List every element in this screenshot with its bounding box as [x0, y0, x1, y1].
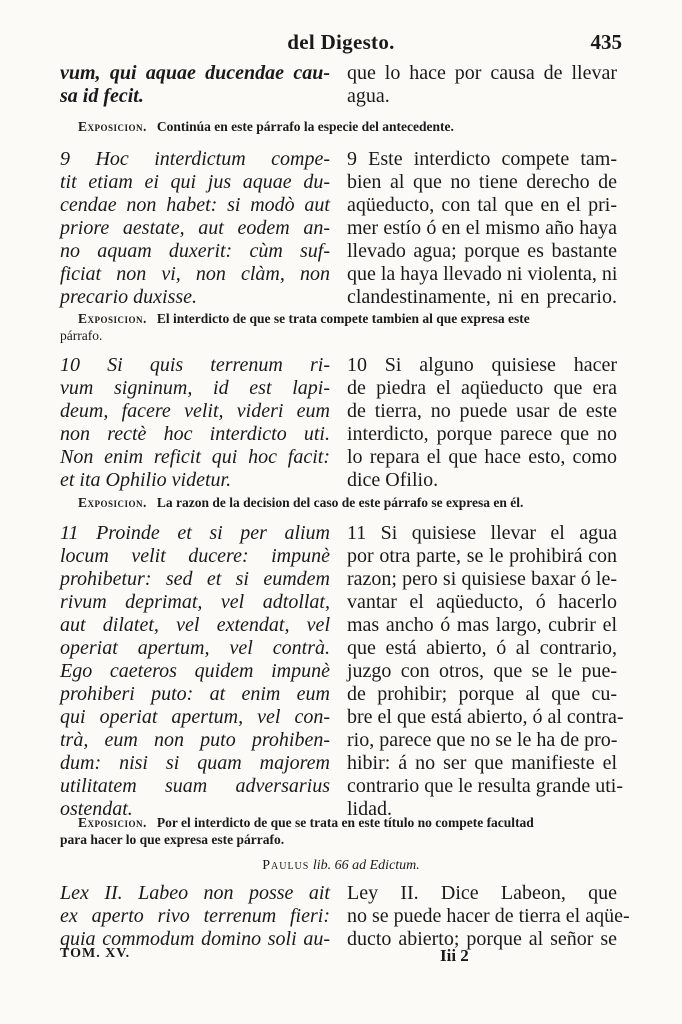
- latin-column: [60, 882, 330, 951]
- inscription: [60, 858, 622, 874]
- exposicion-note: [60, 814, 622, 848]
- exposicion-note: [60, 118, 622, 135]
- spanish-line: llevado agua; porque es bastante: [347, 240, 617, 262]
- latin-column: [60, 62, 330, 108]
- spanish-line: de piedra el aqüeducto que era: [347, 377, 617, 399]
- latin-line: dum: nisi si quam majorem: [60, 752, 330, 774]
- latin-line: deum, facere velit, videri eum: [60, 400, 330, 422]
- spanish-line: bien al que no tiene derecho de: [347, 171, 617, 193]
- latin-line: tit etiam ei qui jus aquae du-: [60, 171, 330, 193]
- latin-column: [60, 148, 330, 309]
- latin-line: operiat apertum, vel contrà.: [60, 637, 330, 659]
- spanish-column: [347, 62, 617, 108]
- latin-line: Lex II. Labeo non posse ait: [60, 882, 330, 904]
- latin-column: [60, 354, 330, 492]
- spanish-line: contrario que le resulta grande uti-: [347, 775, 623, 797]
- spanish-line: vantar el aqüeducto, ó hacerlo: [347, 591, 617, 613]
- spanish-line: 11 Si quisiese llevar el agua: [347, 522, 617, 544]
- latin-line: aut dilatet, vel extendat, vel: [60, 614, 330, 636]
- latin-line: rivum deprimat, vel adtollat,: [60, 591, 330, 613]
- spanish-column: [347, 148, 617, 309]
- spanish-line: mas ancho ó mas largo, cubrir el: [347, 614, 617, 636]
- inscription-source: lib. 66 ad Edictum.: [312, 858, 420, 873]
- latin-line: qui operiat apertum, vel con-: [60, 706, 330, 728]
- volume-mark: TOM. XV.: [60, 946, 131, 961]
- spanish-column: [347, 522, 624, 821]
- page-number: 435: [590, 30, 622, 54]
- exposicion-label: Exposicion.: [78, 119, 147, 134]
- page-footer: [60, 946, 622, 970]
- running-header: [60, 30, 622, 60]
- exposicion-text: La razon de la decision del caso de este párrafo se expresa en él.: [156, 495, 524, 510]
- spanish-line: agua.: [347, 85, 390, 107]
- spanish-line: clandestinamente, ni en precario.: [347, 286, 617, 308]
- spanish-line: juzgo con otros, que se le pue-: [347, 660, 617, 682]
- latin-line: vum, qui aquae ducendae cau-: [60, 62, 330, 84]
- spanish-line: aqüeducto, con tal que en el pri-: [347, 194, 617, 216]
- latin-line: cendae non habet: si modò aut: [60, 194, 330, 216]
- latin-line: prohibetur: sed et si eumdem: [60, 568, 330, 590]
- exposicion-text: El interdicto de que se trata compete tambien al que expresa este: [156, 311, 530, 326]
- spanish-line: razon; pero si quisiese baxar ó le-: [347, 568, 617, 590]
- exposicion-note: [60, 494, 622, 511]
- signature-mark: Iii 2: [440, 946, 469, 965]
- latin-line: Non enim reficit qui hoc facit:: [60, 446, 330, 468]
- spanish-line: bre el que está abierto, ó al contra-: [347, 706, 624, 728]
- spanish-line: lidad.: [347, 798, 392, 820]
- latin-line: et ita Ophilio videtur.: [60, 469, 232, 491]
- latin-line: Ego caeteros quidem impunè: [60, 660, 330, 682]
- spanish-line: ducto abierto; porque al señor se: [347, 928, 617, 950]
- running-title: del Digesto.: [287, 30, 395, 54]
- latin-line: 9 Hoc interdictum compe-: [60, 148, 330, 170]
- latin-line: 10 Si quis terrenum ri-: [60, 354, 330, 376]
- spanish-column: [347, 354, 617, 492]
- spanish-line: lo repara el que hace esto, como: [347, 446, 617, 468]
- exposicion-text: párrafo.: [60, 328, 103, 343]
- spanish-line: que lo hace por causa de llevar: [347, 62, 617, 84]
- latin-line: trà, eum non puto prohiben-: [60, 729, 330, 751]
- exposicion-note: [60, 310, 622, 344]
- spanish-line: dice Ofilio.: [347, 469, 439, 491]
- latin-line: priore aestate, aut eodem an-: [60, 217, 330, 239]
- spanish-line: por otra parte, se le prohibirá con: [347, 545, 617, 567]
- latin-line: prohiberi puto: at enim eum: [60, 683, 330, 705]
- exposicion-text: para hacer lo que expresa este párrafo.: [60, 832, 285, 847]
- spanish-line: que la haya llevado ni violenta, ni: [347, 263, 618, 285]
- latin-line: ostendat.: [60, 798, 133, 820]
- spanish-line: no se puede hacer de tierra el aqüe-: [347, 905, 630, 927]
- exposicion-label: Exposicion.: [78, 495, 147, 510]
- spanish-line: de tierra, no puede usar de este: [347, 400, 617, 422]
- latin-line: precario duxisse.: [60, 286, 198, 308]
- latin-line: sa id fecit.: [60, 85, 144, 107]
- latin-line: quia commodum domino soli au-: [60, 928, 330, 950]
- latin-column: [60, 522, 330, 821]
- spanish-line: rio, parece que no se le ha de pro-: [347, 729, 618, 751]
- exposicion-label: Exposicion.: [78, 815, 147, 830]
- latin-line: locum velit ducere: impunè: [60, 545, 330, 567]
- spanish-line: que está abierto, ó al contrario,: [347, 637, 617, 659]
- latin-line: ficiat non vi, non clàm, non: [60, 263, 330, 285]
- spanish-line: 10 Si alguno quisiese hacer: [347, 354, 617, 376]
- exposicion-text: Por el interdicto de que se trata en este título no compete facultad: [156, 815, 534, 830]
- latin-line: no aquam duxerit: cùm suf-: [60, 240, 330, 262]
- exposicion-text: Continúa en este párrafo la especie del antecedente.: [156, 119, 454, 134]
- latin-line: 11 Proinde et si per alium: [60, 522, 330, 544]
- latin-line: utilitatem suam adversarius: [60, 775, 330, 797]
- spanish-column: [347, 882, 630, 951]
- spanish-line: hibir: á no ser que manifieste el: [347, 752, 617, 774]
- inscription-author: Paulus: [262, 858, 310, 873]
- latin-line: non rectè hoc interdicto uti.: [60, 423, 330, 445]
- spanish-line: interdicto, porque parece que no: [347, 423, 617, 445]
- spanish-line: de prohibir; porque al que cu-: [347, 683, 617, 705]
- latin-line: vum signinum, id est lapi-: [60, 377, 330, 399]
- exposicion-label: Exposicion.: [78, 311, 147, 326]
- latin-line: ex aperto rivo terrenum fieri:: [60, 905, 330, 927]
- spanish-line: mer estío ó en el mismo año haya: [347, 217, 617, 239]
- spanish-line: 9 Este interdicto compete tam-: [347, 148, 617, 170]
- spanish-line: Ley II. Dice Labeon, que: [347, 882, 617, 904]
